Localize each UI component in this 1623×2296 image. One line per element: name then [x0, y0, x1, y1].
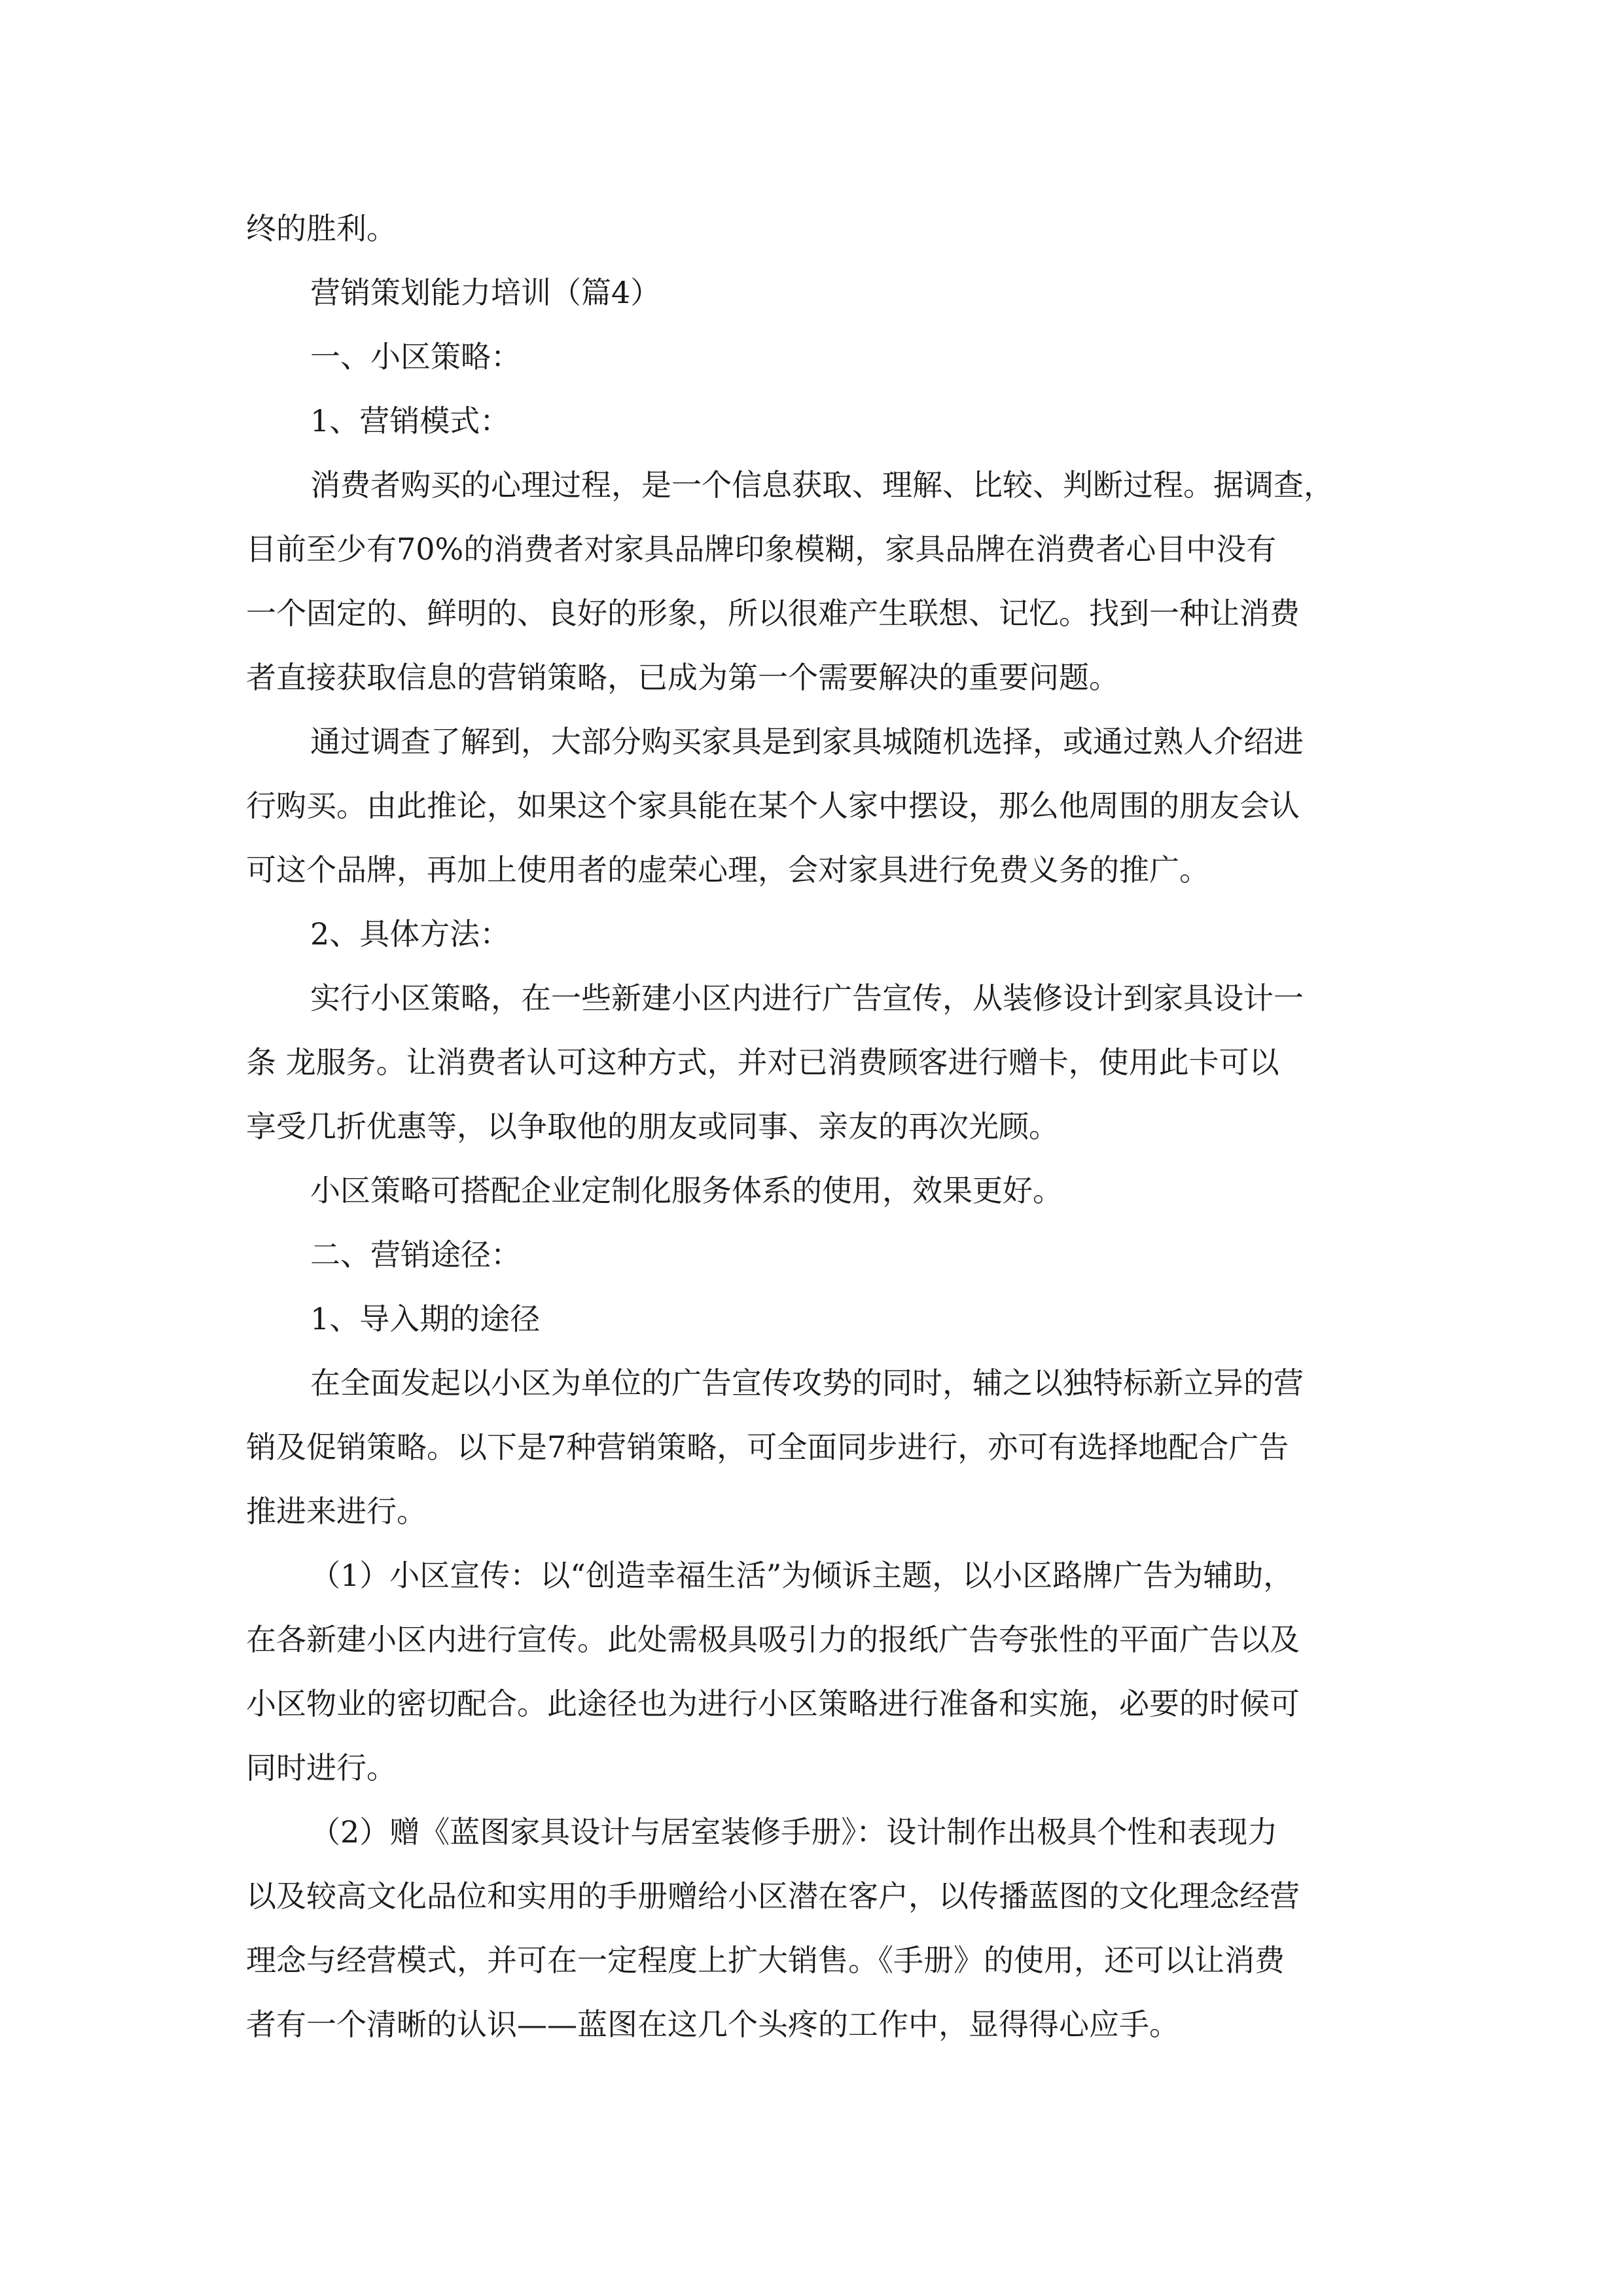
- paragraph-line: 可这个品牌，再加上使用者的虚荣心理，会对家具进行免费义务的推广。: [246, 852, 1209, 888]
- paragraph-line: （1）小区宣传：以“创造幸福生活”为倾诉主题，以小区路牌广告为辅助，: [310, 1558, 1294, 1593]
- paragraph-line: 在全面发起以小区为单位的广告宣传攻势的同时，辅之以独特标新立异的营: [310, 1365, 1304, 1401]
- paragraph-line: 小区物业的密切配合。此途径也为进行小区策略进行准备和实施，必要的时候可: [246, 1686, 1300, 1721]
- paragraph-line: 以及较高文化品位和实用的手册赠给小区潜在客户，以传播蓝图的文化理念经营: [246, 1878, 1300, 1914]
- heading-marketing-channels: 二、营销途径：: [310, 1237, 521, 1272]
- paragraph-line: 一个固定的、鲜明的、良好的形象，所以很难产生联想、记忆。找到一种让消费: [246, 596, 1300, 631]
- paragraph-line: 理念与经营模式，并可在一定程度上扩大销售。《手册》的使用，还可以让消费: [246, 1943, 1285, 1978]
- paragraph-line: 通过调查了解到，大部分购买家具是到家具城随机选择，或通过熟人介绍进: [310, 724, 1304, 759]
- heading-community-strategy: 一、小区策略：: [310, 339, 521, 374]
- paragraph-line: 销及促销策略。以下是7种营销策略，可全面同步进行，亦可有选择地配合广告: [246, 1429, 1289, 1465]
- paragraph-line: 小区策略可搭配企业定制化服务体系的使用，效果更好。: [310, 1173, 1063, 1208]
- document-body: [246, 196, 1381, 2056]
- section-title: 营销策划能力培训（篇4）: [310, 275, 661, 310]
- paragraph-line: 条 龙服务。让消费者认可这种方式，并对已消费顾客进行赠卡，使用此卡可以: [246, 1045, 1279, 1080]
- paragraph-line: 在各新建小区内进行宣传。此处需极具吸引力的报纸广告夸张性的平面广告以及: [246, 1622, 1300, 1657]
- paragraph-line: 者直接获取信息的营销策略，已成为第一个需要解决的重要问题。: [246, 660, 1119, 695]
- paragraph-line: 实行小区策略，在一些新建小区内进行广告宣传，从装修设计到家具设计一: [310, 980, 1304, 1016]
- paragraph-line: 享受几折优惠等，以争取他的朋友或同事、亲友的再次光顾。: [246, 1109, 1059, 1144]
- paragraph-line: 消费者购买的心理过程，是一个信息获取、理解、比较、判断过程。据调查，: [310, 467, 1334, 503]
- paragraph-line: 终的胜利。: [246, 211, 397, 246]
- subheading-specific-methods: 2、具体方法：: [310, 916, 510, 952]
- paragraph-line: 者有一个清晰的认识——蓝图在这几个头疼的工作中，显得得心应手。: [246, 2007, 1179, 2042]
- paragraph-line: 同时进行。: [246, 1750, 397, 1785]
- paragraph-line: （2）赠《蓝图家具设计与居室装修手册》：设计制作出极具个性和表现力: [310, 1814, 1278, 1850]
- paragraph-line: 目前至少有70%的消费者对家具品牌印象模糊，家具品牌在消费者心目中没有: [246, 531, 1277, 567]
- subheading-introduction-stage: 1、导入期的途径: [310, 1301, 541, 1336]
- paragraph-line: 推进来进行。: [246, 1494, 427, 1529]
- paragraph-line: 行购买。由此推论，如果这个家具能在某个人家中摆设，那么他周围的朋友会认: [246, 788, 1300, 823]
- subheading-marketing-model: 1、营销模式：: [310, 403, 510, 439]
